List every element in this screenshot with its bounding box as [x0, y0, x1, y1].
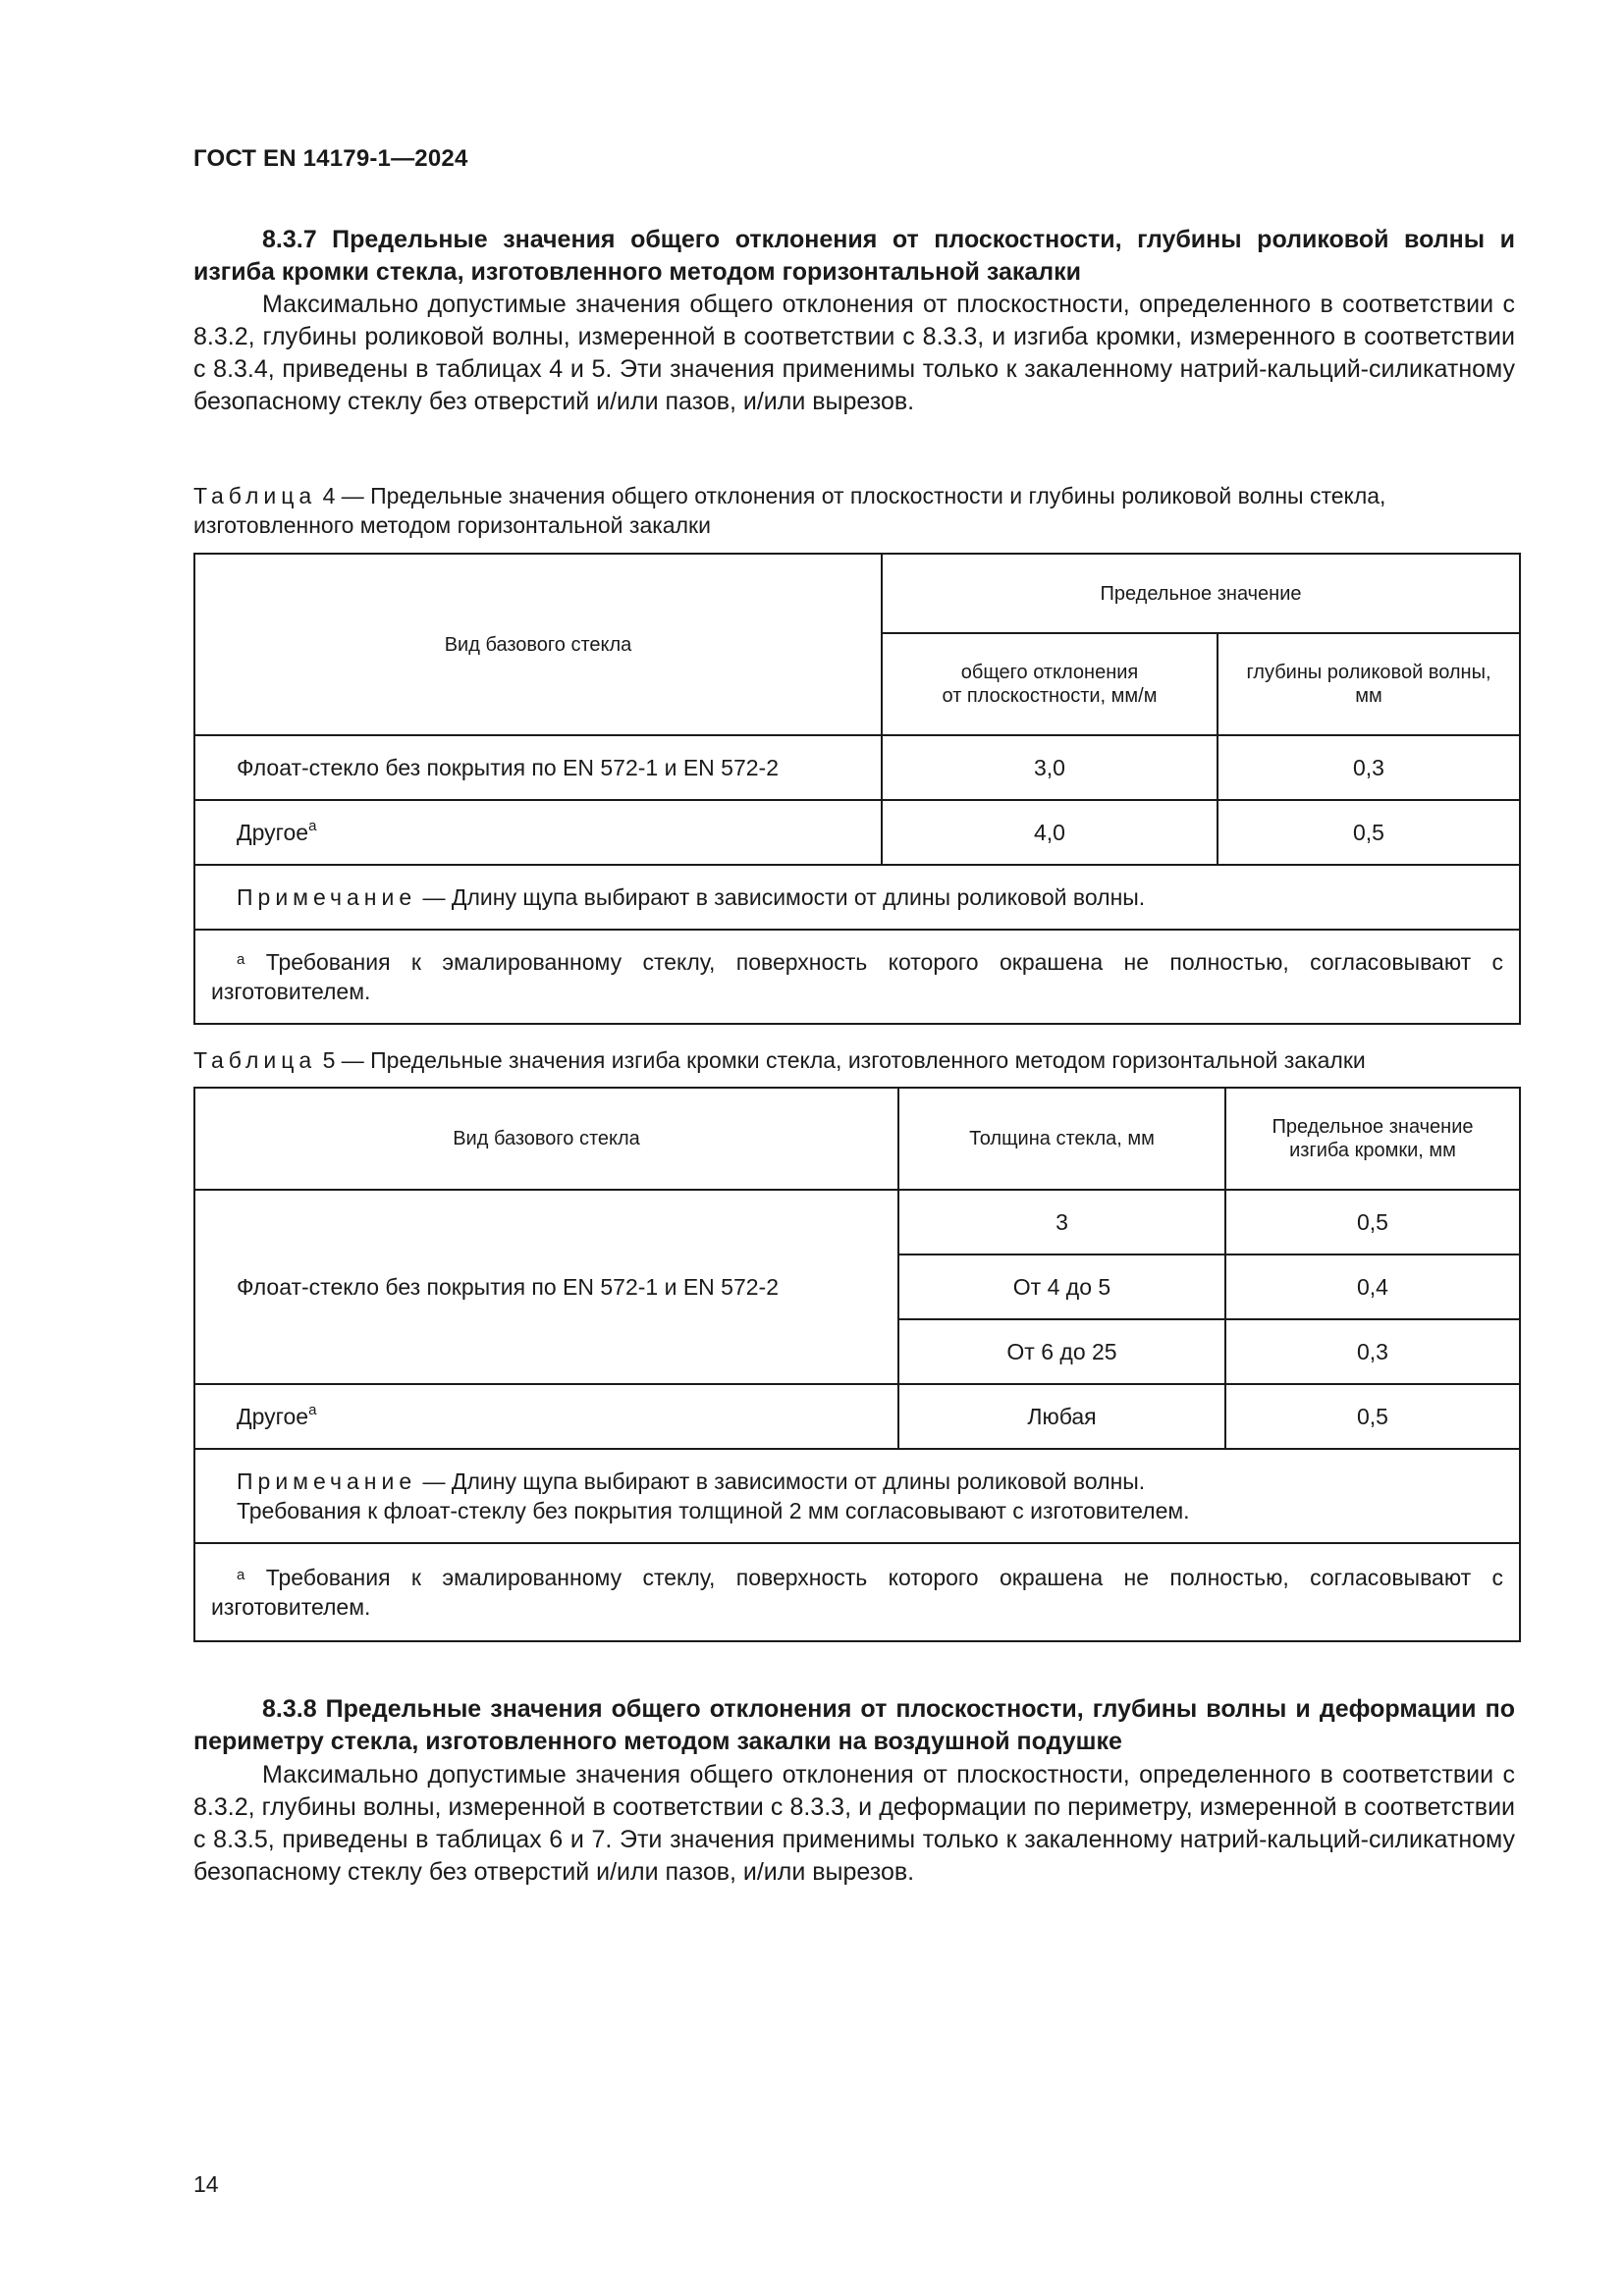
- table-5-note: [194, 1449, 1520, 1543]
- table-5-footnote: [194, 1543, 1520, 1641]
- table-4-note: [194, 865, 1520, 930]
- table-5-header-edge-bow: Предельное значение изгиба кромки, мм: [1225, 1088, 1520, 1190]
- table-4-footnote-text: Требования к эмалированному стеклу, поверхность которого окрашена не полностью, согласовывают с изготовителем.: [211, 949, 1503, 1004]
- page-number: 14: [193, 2171, 219, 2197]
- table-5-row-1-value: 0,5: [1225, 1190, 1520, 1255]
- table-4-row-2-type: [194, 800, 882, 865]
- table-4-caption-text: 4 — Предельные значения общего отклонения от плоскостности и глубины роликовой волны стекла, изготовленного методом горизонтальной закалки: [193, 483, 1386, 538]
- section-838-paragraph: Максимально допустимые значения общего отклонения от плоскостности, определенного в соответствии с 8.3.2, глубины волны, измеренной в соответствии с 8.3.3, и деформации по периметру, измеренной в соответствии с 8.3.5, приведены в таблицах 6 и 7. Эти значения применимы только к закаленному натрий-кальций-силикатному безопасному стеклу без отверстий и/или пазов, и/или вырезов.: [193, 1761, 1515, 1886]
- table-5-caption-text: 5 — Предельные значения изгиба кромки стекла, изготовленного методом горизонтальной закалки: [316, 1047, 1366, 1073]
- table-5: [193, 1087, 1521, 1642]
- table-4-note-word: Примечание: [237, 884, 417, 910]
- table-4-row-2-wave: 0,5: [1218, 800, 1520, 865]
- table-4-row-1-wave: 0,3: [1218, 735, 1520, 800]
- table-5-footnote-text: Требования к эмалированному стеклу, поверхность которого окрашена не полностью, согласовывают с изготовителем.: [211, 1565, 1503, 1620]
- table-row: [194, 735, 1520, 800]
- table-4-header-flatness: общего отклонения от плоскостности, мм/м: [882, 633, 1218, 735]
- document-header: ГОСТ EN 14179-1—2024: [193, 145, 468, 172]
- footnote-marker: a: [237, 951, 245, 968]
- table-4-header-roller-wave: глубины роликовой волны, мм: [1218, 633, 1520, 735]
- table-4-row-2-type-text: Другое: [237, 819, 309, 845]
- table-5-float-type: Флоат-стекло без покрытия по EN 572-1 и EN 572-2: [194, 1190, 898, 1384]
- table-5-header-thickness: Толщина стекла, мм: [898, 1088, 1225, 1190]
- table-4-row-1-type: Флоат-стекло без покрытия по EN 572-1 и EN 572-2: [194, 735, 882, 800]
- table-4-header-limit-group: Предельное значение: [882, 554, 1520, 633]
- table-4-note-row: [194, 865, 1520, 930]
- table-4: [193, 553, 1521, 1025]
- table-5-caption: [193, 1045, 1519, 1075]
- table-5-row-3-value: 0,3: [1225, 1319, 1520, 1384]
- table-5-row-1-thickness: 3: [898, 1190, 1225, 1255]
- table-4-note-text: — Длину щупа выбирают в зависимости от длины роликовой волны.: [416, 884, 1146, 910]
- table-4-row-1-flatness: 3,0: [882, 735, 1218, 800]
- table-5-note-text: — Длину щупа выбирают в зависимости от длины роликовой волны.: [416, 1468, 1146, 1494]
- table-5-row-2-value: 0,4: [1225, 1255, 1520, 1319]
- table-4-footnote: [194, 930, 1520, 1024]
- section-838-title: 8.3.8 Предельные значения общего отклонения от плоскостности, глубины волны и деформации по периметру стекла, изготовленного методом закалки на воздушной подушке: [193, 1695, 1515, 1755]
- table-5-caption-word: Таблица: [193, 1047, 317, 1073]
- table-5-note-row: [194, 1449, 1520, 1543]
- table-5-header-glass-type: Вид базового стекла: [194, 1088, 898, 1190]
- table-5-note-line-2: Требования к флоат-стеклу без покрытия толщиной 2 мм согласовывают с изготовителем.: [237, 1498, 1190, 1523]
- table-row: [194, 1384, 1520, 1449]
- table-5-other-type: [194, 1384, 898, 1449]
- section-837-paragraph: Максимально допустимые значения общего отклонения от плоскостности, определенного в соответствии с 8.3.2, глубины роликовой волны, измеренной в соответствии с 8.3.3, и изгиба кромки, измеренного в соответствии с 8.3.4, приведены в таблицах 4 и 5. Эти значения применимы только к закаленному натрий-кальций-силикатному безопасному стеклу без отверстий и/или пазов, и/или вырезов.: [193, 291, 1515, 415]
- table-4-caption: [193, 481, 1519, 540]
- table-5-header-row: [194, 1088, 1520, 1190]
- table-4-caption-word: Таблица: [193, 483, 317, 508]
- section-837-title: 8.3.7 Предельные значения общего отклонения от плоскостности, глубины роликовой волны и изгиба кромки стекла, изготовленного методом горизонтальной закалки: [193, 226, 1515, 286]
- table-5-row-3-thickness: От 6 до 25: [898, 1319, 1225, 1384]
- table-5-row-2-thickness: От 4 до 5: [898, 1255, 1225, 1319]
- table-4-row-2-flatness: 4,0: [882, 800, 1218, 865]
- footnote-marker: a: [237, 1567, 245, 1583]
- table-4-header-row-1: [194, 554, 1520, 633]
- table-5-note-word: Примечание: [237, 1468, 417, 1494]
- table-5-footnote-row: [194, 1543, 1520, 1641]
- table-4-header-glass-type: Вид базового стекла: [194, 554, 882, 735]
- footnote-marker: a: [308, 817, 317, 834]
- table-row: [194, 1190, 1520, 1255]
- footnote-marker: a: [308, 1401, 317, 1418]
- table-5-other-value: 0,5: [1225, 1384, 1520, 1449]
- table-row: [194, 800, 1520, 865]
- table-5-other-thickness: Любая: [898, 1384, 1225, 1449]
- table-4-footnote-row: [194, 930, 1520, 1024]
- table-5-other-type-text: Другое: [237, 1403, 309, 1429]
